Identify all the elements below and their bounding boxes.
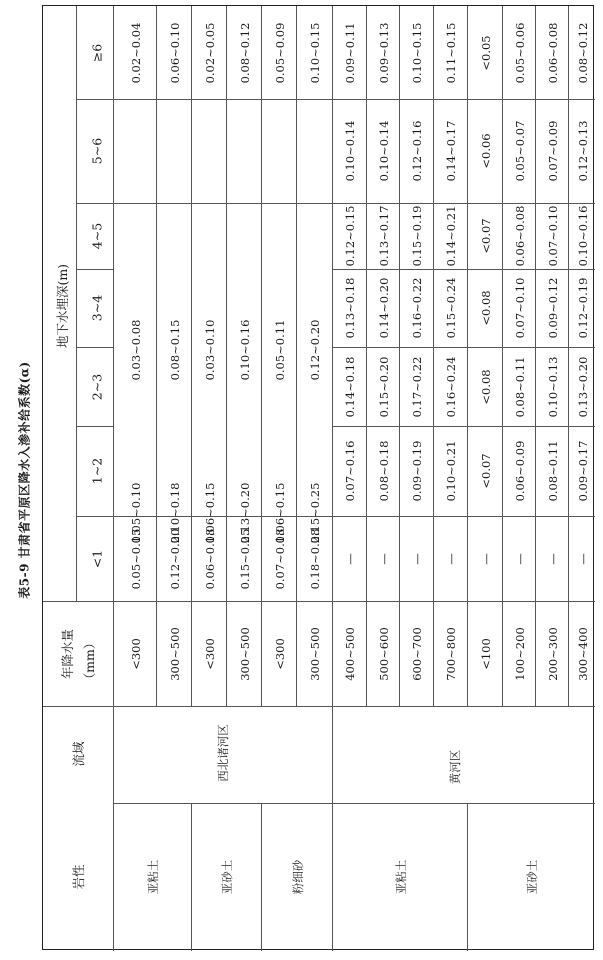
column-separator — [226, 203, 261, 204]
row-separator — [467, 6, 468, 706]
table-row-11-depth-2to3-text: <0.08 — [478, 368, 493, 405]
table-row-9-depth-4to5-text: 0.15~0.19 — [410, 205, 424, 267]
header-precip-unit-text: （mm） — [82, 636, 97, 686]
column-separator — [332, 203, 366, 204]
row-separator — [76, 6, 77, 601]
column-separator — [535, 516, 568, 517]
column-separator — [535, 203, 568, 204]
table-row-10-depth-4to5-text: 0.14~0.21 — [444, 205, 458, 267]
table-row-1-depth-lt1-text: 0.05~0.15 — [128, 528, 143, 589]
lithology-cell-2-text: 亚砂土 — [220, 859, 234, 895]
table-row-6-precip-text: 300~500 — [308, 626, 322, 681]
table-row-11-depth-lt1-text: — — [478, 552, 493, 565]
table-row-5-depth-3to5-text: 0.05~0.11 — [272, 319, 287, 381]
column-separator — [433, 516, 467, 517]
column-separator — [535, 99, 568, 100]
header-lithology-text: 岩性 — [71, 864, 86, 890]
column-separator — [191, 99, 226, 100]
column-separator — [76, 269, 113, 270]
column-separator — [467, 269, 502, 270]
column-separator — [332, 516, 366, 517]
column-separator — [366, 203, 399, 204]
column-separator — [568, 516, 595, 517]
table-row-1-precip-text: <300 — [128, 637, 143, 670]
table-row-4-depth-1to3-text: 0.13~0.20 — [237, 482, 252, 544]
row-separator — [296, 6, 297, 706]
row-separator — [113, 6, 114, 951]
column-separator — [43, 601, 595, 602]
table-caption-text: 表5-9 甘肃省平原区降水入渗补给系数(α) — [17, 361, 32, 599]
table-row-8-depth-lt1-text: — — [376, 552, 391, 565]
column-separator — [113, 99, 156, 100]
table-row-12-depth-2to3-text: 0.08~0.11 — [512, 356, 527, 417]
table-row-6-depth-lt1-text: 0.18~0.28 — [308, 528, 322, 589]
header-depth-col-5-text: 4~5 — [89, 222, 104, 250]
table-row-13-depth-ge6-text: 0.06~0.08 — [545, 22, 560, 83]
table-row-7-depth-1to2-text: 0.07~0.16 — [343, 440, 357, 502]
column-separator — [76, 203, 113, 204]
header-depth-col-6-text: 5~6 — [89, 137, 104, 165]
column-separator — [399, 347, 433, 348]
table-row-12-depth-lt1-text: — — [512, 552, 527, 565]
column-separator — [535, 426, 568, 427]
column-separator — [226, 99, 261, 100]
table-row-8-depth-4to5-text: 0.13~0.17 — [376, 205, 391, 267]
column-separator — [502, 99, 535, 100]
table-row-11-depth-ge6-text: <0.05 — [478, 34, 493, 71]
table-row-7-precip-text: 400~500 — [343, 626, 357, 681]
table-row-3-depth-1to3-text: 0.06~0.15 — [202, 482, 217, 544]
column-separator — [332, 426, 366, 427]
header-depth-col-3-text: 2~3 — [89, 373, 104, 400]
table-row-7-depth-5to6-text: 0.10~0.14 — [343, 120, 357, 182]
column-separator — [502, 516, 535, 517]
table-row-3-depth-ge6-text: 0.02~0.05 — [202, 22, 217, 83]
header-depth-col-7-text: ≥6 — [89, 43, 104, 62]
table-row-8-depth-5to6-text: 0.10~0.14 — [376, 120, 391, 182]
column-separator — [568, 269, 595, 270]
table-row-14-depth-5to6-text: 0.12~0.13 — [575, 120, 590, 182]
table-row-10-depth-5to6-text: 0.14~0.17 — [444, 120, 458, 182]
column-separator — [261, 99, 296, 100]
column-separator — [399, 203, 433, 204]
table-row-6-depth-1to3-text: 0.15~0.25 — [308, 482, 322, 544]
column-separator — [366, 347, 399, 348]
column-separator — [467, 426, 502, 427]
column-separator — [366, 99, 399, 100]
column-separator — [568, 347, 595, 348]
column-separator — [433, 203, 467, 204]
table-row-10-depth-ge6-text: 0.11~0.15 — [444, 22, 458, 83]
table-row-5-depth-lt1-text: 0.07~0.18 — [272, 528, 287, 589]
column-separator — [366, 426, 399, 427]
table-row-5-depth-1to3-text: 0.06~0.15 — [272, 482, 287, 544]
header-depth-col-2-text: 1~2 — [89, 457, 104, 485]
column-separator — [156, 99, 191, 100]
table-row-9-depth-ge6-text: 0.10~0.15 — [410, 22, 424, 83]
table-row-12-depth-4to5-text: 0.06~0.08 — [512, 205, 527, 267]
header-depth-group-text: 地下水埋深(m) — [54, 263, 70, 349]
column-separator — [113, 203, 156, 204]
table-row-12-precip-text: 100~200 — [512, 626, 527, 681]
row-separator — [226, 6, 227, 706]
column-separator — [76, 347, 113, 348]
table-row-8-depth-1to2-text: 0.08~0.18 — [376, 440, 391, 502]
row-separator — [433, 6, 434, 706]
table-row-9-depth-lt1-text: — — [410, 552, 424, 565]
table-row-3-depth-3to5-text: 0.03~0.10 — [202, 319, 217, 381]
row-separator — [156, 6, 157, 706]
table-row-8-precip-text: 500~600 — [376, 626, 391, 681]
table-row-5-precip-text: <300 — [272, 637, 287, 670]
row-separator — [261, 803, 262, 951]
table-row-8-depth-ge6-text: 0.09~0.13 — [376, 22, 391, 83]
table-row-14-depth-4to5-text: 0.10~0.16 — [575, 205, 590, 267]
header-depth-col-1-text: <1 — [89, 549, 104, 568]
table-row-4-depth-3to5-text: 0.10~0.16 — [237, 319, 252, 381]
column-separator — [332, 99, 366, 100]
table-row-9-depth-3to4-text: 0.16~0.22 — [410, 277, 424, 339]
table-row-12-depth-3to4-text: 0.07~0.10 — [512, 277, 527, 339]
table-row-6-depth-ge6-text: 0.10~0.15 — [308, 22, 322, 83]
table-row-11-depth-5to6-text: <0.06 — [478, 133, 493, 169]
column-separator — [433, 99, 467, 100]
column-separator — [399, 426, 433, 427]
column-separator — [366, 516, 399, 517]
header-depth-col-4-text: 3~4 — [89, 294, 104, 322]
table-row-12-depth-5to6-text: 0.05~0.07 — [512, 120, 527, 182]
table-row-11-depth-1to2-text: <0.07 — [478, 453, 493, 489]
table-row-4-depth-ge6-text: 0.08~0.12 — [237, 22, 252, 83]
row-separator — [467, 803, 468, 951]
row-separator — [366, 6, 367, 706]
lithology-cell-3-text: 粉细砂 — [290, 859, 305, 895]
column-separator — [433, 269, 467, 270]
table-row-8-depth-2to3-text: 0.15~0.20 — [376, 356, 391, 417]
column-separator — [43, 706, 595, 707]
table-row-10-depth-2to3-text: 0.16~0.24 — [444, 356, 458, 417]
row-separator — [191, 803, 192, 951]
table-row-7-depth-2to3-text: 0.14~0.18 — [343, 356, 357, 417]
table-row-6-depth-3to5-text: 0.12~0.20 — [308, 319, 322, 381]
row-separator — [261, 6, 262, 706]
row-separator — [332, 6, 333, 706]
header-basin-text: 流域 — [71, 741, 86, 767]
table-row-1-depth-ge6-text: 0.02~0.04 — [128, 22, 143, 83]
table-row-7-depth-ge6-text: 0.09~0.11 — [343, 22, 357, 83]
table-row-14-depth-ge6-text: 0.08~0.12 — [575, 22, 590, 83]
row-separator — [399, 6, 400, 706]
table-row-7-depth-lt1-text: — — [343, 552, 357, 565]
header-precip-text: 年降水量 — [60, 628, 75, 680]
table-row-8-depth-3to4-text: 0.14~0.20 — [376, 277, 391, 339]
column-separator — [535, 347, 568, 348]
column-separator — [399, 269, 433, 270]
table-row-2-precip-text: 300~500 — [167, 626, 182, 681]
column-separator — [467, 203, 502, 204]
basin-cell-yellow-river-text: 黄河区 — [448, 749, 462, 784]
table-row-7-depth-4to5-text: 0.12~0.15 — [343, 205, 357, 267]
row-separator — [568, 6, 569, 706]
table-row-12-depth-ge6-text: 0.05~0.06 — [512, 22, 527, 83]
column-separator — [568, 426, 595, 427]
table-row-10-depth-1to2-text: 0.10~0.21 — [444, 440, 458, 502]
column-separator — [332, 269, 366, 270]
table-row-14-depth-2to3-text: 0.13~0.20 — [575, 356, 590, 417]
lithology-cell-4-text: 亚粘土 — [393, 859, 408, 895]
table-row-2-depth-1to3-text: 0.10~0.18 — [167, 482, 182, 544]
column-separator — [399, 516, 433, 517]
column-separator — [156, 203, 191, 204]
column-separator — [568, 99, 595, 100]
table-row-10-depth-lt1-text: — — [444, 552, 458, 565]
table-row-1-depth-3to5-text: 0.03~0.08 — [128, 319, 143, 381]
table-row-13-depth-2to3-text: 0.10~0.13 — [545, 356, 560, 417]
table-row-2-depth-lt1-text: 0.12~0.20 — [167, 528, 182, 589]
table-row-13-depth-5to6-text: 0.07~0.09 — [545, 120, 560, 182]
lithology-cell-5-text: 亚砂土 — [525, 859, 539, 895]
table-row-12-depth-1to2-text: 0.06~0.09 — [512, 440, 527, 502]
table-row-14-depth-1to2-text: 0.09~0.17 — [575, 440, 590, 502]
column-separator — [113, 803, 595, 804]
column-separator — [76, 426, 113, 427]
table-row-13-depth-4to5-text: 0.07~0.10 — [545, 205, 560, 267]
basin-cell-northwest-text: 西北诸河区 — [216, 723, 230, 782]
table-row-14-precip-text: 300~400 — [575, 626, 590, 681]
table-row-2-depth-ge6-text: 0.06~0.10 — [167, 22, 182, 83]
table-row-9-depth-5to6-text: 0.12~0.16 — [410, 120, 424, 182]
table-row-9-depth-2to3-text: 0.17~0.22 — [410, 356, 424, 417]
column-separator — [296, 203, 332, 204]
table-row-13-precip-text: 200~300 — [545, 626, 560, 681]
row-separator — [535, 6, 536, 706]
table-row-5-depth-ge6-text: 0.05~0.09 — [272, 22, 287, 83]
column-separator — [76, 516, 113, 517]
column-separator — [296, 99, 332, 100]
table-row-13-depth-lt1-text: — — [545, 552, 560, 565]
column-separator — [568, 203, 595, 204]
table-row-10-precip-text: 700~800 — [444, 626, 458, 681]
table-row-13-depth-1to2-text: 0.08~0.11 — [545, 440, 560, 502]
table-row-7-depth-3to4-text: 0.13~0.18 — [343, 277, 357, 339]
column-separator — [467, 516, 502, 517]
column-separator — [502, 203, 535, 204]
table-row-2-depth-3to5-text: 0.08~0.15 — [167, 319, 182, 381]
column-separator — [467, 347, 502, 348]
column-separator — [535, 269, 568, 270]
column-separator — [191, 203, 226, 204]
table-row-4-depth-lt1-text: 0.15~0.25 — [237, 528, 252, 589]
lithology-cell-1-text: 亚粘土 — [146, 859, 160, 895]
table-row-9-depth-1to2-text: 0.09~0.19 — [410, 440, 424, 502]
table-row-14-depth-lt1-text: — — [575, 552, 590, 565]
column-separator — [76, 99, 113, 100]
column-separator — [399, 99, 433, 100]
column-separator — [366, 269, 399, 270]
table-row-11-depth-3to4-text: <0.08 — [478, 290, 493, 326]
row-separator — [502, 6, 503, 706]
table-row-14-depth-3to4-text: 0.12~0.19 — [575, 277, 590, 339]
column-separator — [502, 426, 535, 427]
table-row-4-precip-text: 300~500 — [237, 626, 252, 681]
row-separator — [191, 6, 192, 706]
column-separator — [433, 347, 467, 348]
table-row-10-depth-3to4-text: 0.15~0.24 — [444, 277, 458, 339]
row-separator — [332, 706, 333, 951]
column-separator — [332, 347, 366, 348]
column-separator — [502, 269, 535, 270]
column-separator — [502, 347, 535, 348]
table-row-13-depth-3to4-text: 0.09~0.12 — [545, 277, 560, 339]
recharge-coefficient-table — [42, 5, 594, 950]
table-row-11-precip-text: <100 — [478, 637, 493, 670]
column-separator — [467, 99, 502, 100]
column-separator — [261, 203, 296, 204]
table-row-1-depth-1to3-text: 0.05~0.10 — [128, 482, 143, 544]
column-separator — [433, 426, 467, 427]
table-row-11-depth-4to5-text: <0.07 — [478, 218, 493, 254]
table-row-9-precip-text: 600~700 — [410, 626, 424, 681]
table-row-3-depth-lt1-text: 0.06~0.18 — [202, 528, 217, 589]
table-row-3-precip-text: <300 — [202, 637, 217, 670]
